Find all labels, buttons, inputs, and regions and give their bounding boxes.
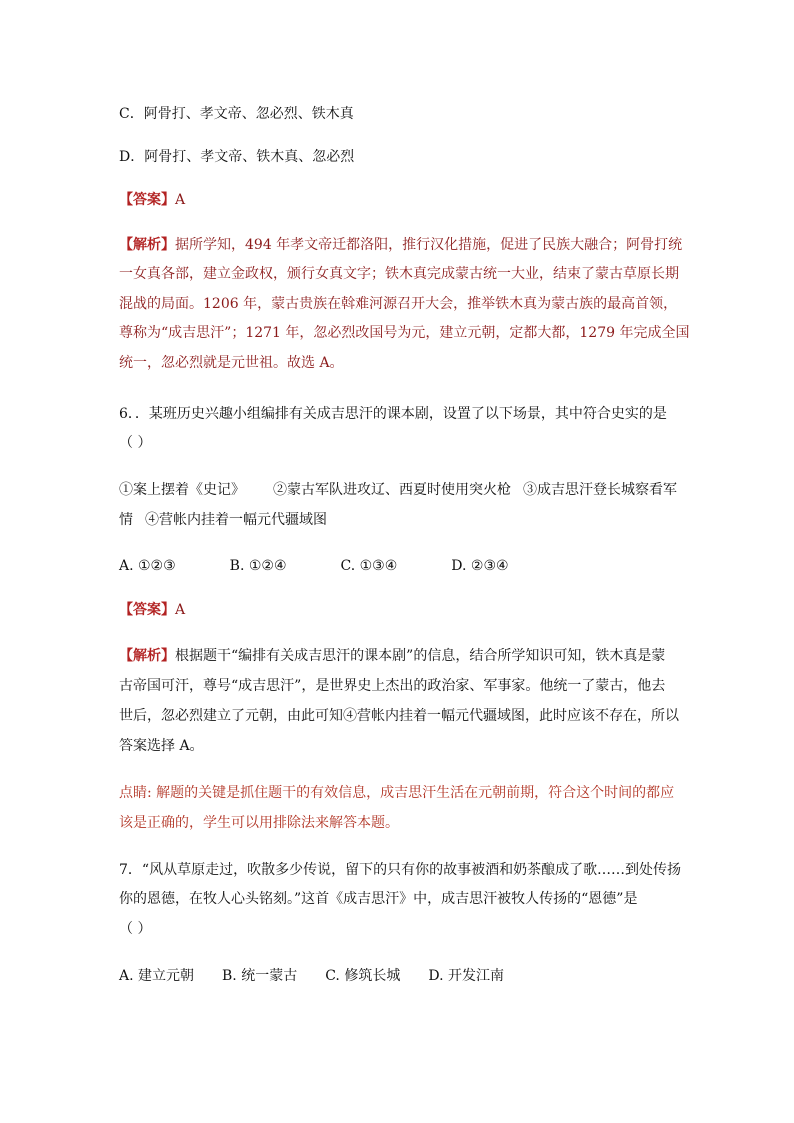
- q6-analysis-line-2: 古帝国可汗，尊号“成吉思汗”，是世界史上杰出的政治家、军事家。他统一了蒙古，他去: [119, 678, 666, 694]
- scene-4: ④营帐内挂着一幅元代疆域图: [145, 512, 327, 528]
- q6-option-c: C. ①③④: [340, 558, 398, 574]
- q6-analysis-line-1: [119, 646, 665, 666]
- q5-option-d: D．阿骨打、孝文帝、铁木真、忽必烈: [119, 149, 355, 165]
- analysis-text: 根据题干“编排有关成吉思汗的课本剧”的信息，结合所学知识可知，铁木真是蒙: [175, 648, 666, 664]
- q6-scenes-line-2: [119, 510, 327, 530]
- answer-tag: 【答案】: [119, 192, 175, 208]
- q5-analysis-line-3: 混战的局面。1206 年，蒙古贵族在斡难河源召开大会，推举铁木真为蒙古族的最高首领，: [119, 296, 678, 312]
- answer-tag: 【答案】: [119, 602, 175, 618]
- q7-option-a: A. 建立元朝: [119, 968, 195, 984]
- q6-option-d: D. ②③④: [451, 558, 509, 574]
- scene-3-cont: 情: [119, 512, 133, 528]
- answer-value: A: [175, 602, 186, 618]
- q7-stem-line-1: 7．“风从草原走过，吹散多少传说，留下的只有你的故事被酒和奶茶酿成了歌……到处传扬: [119, 862, 682, 878]
- q6-options: [119, 556, 509, 576]
- q6-tip-line-1: 点睛: 解题的关键是抓住题干的有效信息，成吉思汗生活在元朝前期，符合这个时间的都应: [119, 785, 675, 801]
- q5-option-c: C．阿骨打、孝文帝、忽必烈、铁木真: [119, 106, 354, 122]
- q6-analysis-line-4: 答案选择 A。: [119, 738, 204, 754]
- q5-analysis-line-2: 一女真各部，建立金政权，颁行女真文字；铁木真完成蒙古统一大业，结束了蒙古草原长期: [119, 266, 679, 282]
- scene-1: ①案上摆着《史记》: [119, 482, 245, 498]
- q6-analysis-line-3: 世后，忽必烈建立了元朝，由此可知④营帐内挂着一幅元代疆域图，此时应该不存在，所以: [119, 708, 679, 724]
- q7-option-d: D. 开发江南: [428, 968, 504, 984]
- q7-stem-line-2: 你的恩德，在牧人心头铭刻。”这首《成吉思汗》中，成吉思汗被牧人传扬的“恩德”是: [119, 891, 638, 907]
- q5-analysis-line-5: 统一，忽必烈就是元世祖。故选 A。: [119, 355, 344, 371]
- answer-value: A: [175, 192, 186, 208]
- q6-answer: [119, 600, 185, 620]
- scene-2: ②蒙古军队进攻辽、西夏时使用突火枪: [273, 482, 511, 498]
- q6-stem-line-2: （ ）: [119, 435, 152, 451]
- q6-option-b: B. ①②④: [229, 558, 287, 574]
- q5-analysis-line-1: [119, 235, 682, 255]
- scene-3: ③成吉思汗登长城察看军: [523, 482, 677, 498]
- q7-option-c: C. 修筑长城: [325, 968, 401, 984]
- q6-stem-line-1: 6．．某班历史兴趣小组编排有关成吉思汗的课本剧，设置了以下场景，其中符合史实的是: [119, 406, 667, 422]
- q7-options: [119, 966, 504, 986]
- q6-option-a: A. ①②③: [119, 558, 176, 574]
- q6-scenes-line-1: [119, 480, 677, 500]
- analysis-tag: 【解析】: [119, 648, 175, 664]
- q6-tip-line-2: 该是正确的，学生可以用排除法来解答本题。: [119, 815, 399, 831]
- q5-answer: [119, 190, 185, 210]
- q7-stem-line-3: （ ）: [119, 921, 152, 937]
- analysis-text: 据所学知，494 年孝文帝迁都洛阳，推行汉化措施，促进了民族大融合；阿骨打统: [175, 237, 683, 253]
- analysis-tag: 【解析】: [119, 237, 175, 253]
- q5-analysis-line-4: 尊称为“成吉思汗”；1271 年，忽必烈改国号为元，建立元朝，定都大都，1279 年完成全国: [119, 325, 690, 341]
- q7-option-b: B. 统一蒙古: [222, 968, 298, 984]
